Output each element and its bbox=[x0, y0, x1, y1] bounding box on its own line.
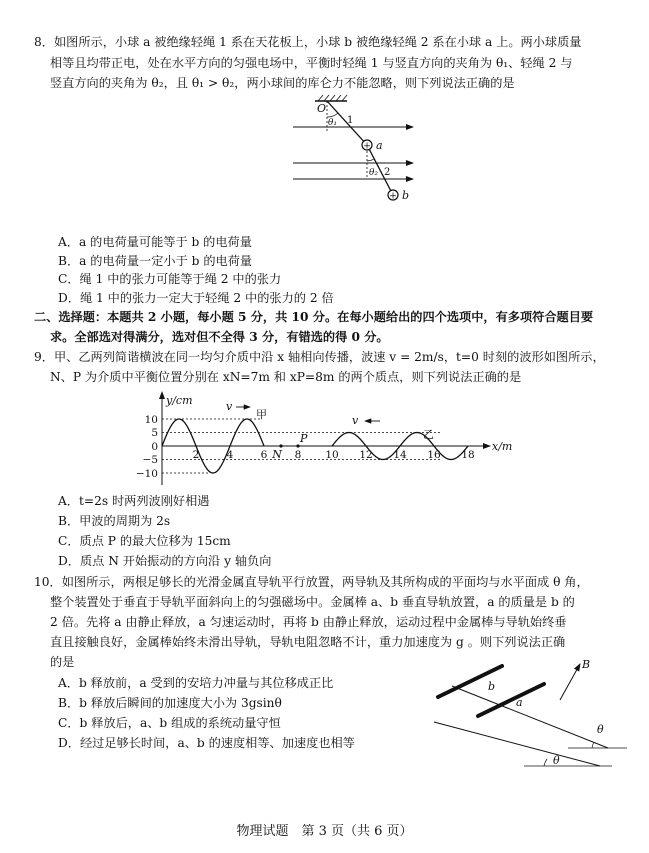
label-theta-upper: θ bbox=[597, 723, 604, 736]
label-b: b bbox=[402, 189, 410, 202]
q9-option-c: C．质点 P 的最大位移为 15cm bbox=[58, 534, 231, 548]
q8-line-2: 相等且均带正电，处在水平方向的匀强电场中，平衡时轻绳 1 与竖直方向的夹角为 θ₁、轻绳 2 与 bbox=[50, 56, 573, 70]
q8-option-c: C．绳 1 中的张力可能等于绳 2 中的张力 bbox=[58, 272, 282, 286]
label-rope-1: 1 bbox=[347, 115, 354, 126]
x-tick-8: 8 bbox=[294, 449, 302, 461]
x-tick-14: 14 bbox=[393, 449, 407, 461]
label-v-yi: v bbox=[352, 414, 359, 427]
section2-line-1: 二、选择题：本题共 2 小题，每小题 5 分，共 10 分。在每小题给出的四个选项中，有多项符合题目要 bbox=[34, 310, 594, 324]
q10-line-4: 直且接触良好，金属棒始终未滑出导轨，导轨电阻忽略不计，重力加速度为 g 。则下列说法正确 bbox=[50, 635, 566, 649]
x-tick-10: 10 bbox=[325, 449, 339, 461]
y-tick-5: 5 bbox=[151, 427, 158, 439]
q9-option-a: A．t=2s 时两列波刚好相遇 bbox=[58, 494, 210, 508]
q9-wave-chart bbox=[135, 390, 520, 490]
label-theta1: θ₁ bbox=[328, 118, 338, 128]
q9-option-b: B．甲波的周期为 2s bbox=[58, 514, 171, 528]
label-B: B bbox=[582, 658, 591, 671]
x-tick-2: 2 bbox=[192, 449, 200, 461]
q8-option-a: A．a 的电荷量可能等于 b 的电荷量 bbox=[58, 235, 252, 249]
q10-option-d: D．经过足够长时间，a、b 的速度相等、加速度也相等 bbox=[58, 736, 355, 750]
y-tick-0: 0 bbox=[151, 441, 158, 453]
rail-top bbox=[452, 686, 608, 748]
x-tick-4: 4 bbox=[226, 449, 234, 461]
y-tick-neg5: −5 bbox=[142, 454, 158, 466]
q8-option-b: B．a 的电荷量一定小于 b 的电荷量 bbox=[58, 254, 253, 268]
label-jia: 甲 bbox=[256, 408, 267, 421]
label-theta-lower: θ bbox=[553, 754, 560, 767]
x-tick-16: 16 bbox=[427, 449, 441, 461]
label-b-bar: b bbox=[488, 680, 496, 693]
q10-line-3: 2 倍。先将 a 由静止释放，a 匀速运动时，再将 b 由静止释放，运动过程中金属棒与导轨始终垂 bbox=[50, 615, 567, 629]
q8-option-d: D．绳 1 中的张力一定大于轻绳 2 中的张力的 2 倍 bbox=[58, 291, 334, 305]
q10-option-b: B．b 释放后瞬间的加速度大小为 3gsinθ bbox=[58, 696, 282, 710]
b-field-arrow bbox=[560, 664, 580, 700]
section2-line-2: 求。全部选对得满分，选对但不全得 3 分，有错选的得 0 分。 bbox=[50, 330, 389, 344]
label-N: N bbox=[272, 448, 282, 461]
q9-line-2: N、P 为介质中平衡位置分别在 xN=7m 和 xP=8m 的两个质点，则下列说法正确的是 bbox=[50, 370, 522, 384]
y-tick-neg10: −10 bbox=[135, 468, 158, 480]
ball-a-charge: + bbox=[363, 141, 371, 152]
x-tick-18: 18 bbox=[461, 449, 475, 461]
y-axis-label: y/cm bbox=[166, 394, 193, 407]
label-P: P bbox=[300, 432, 308, 445]
q8-figure bbox=[285, 95, 425, 220]
q10-line-2: 整个装置处于垂直于导轨平面斜向上的匀强磁场中。金属棒 a、b 垂直导轨放置，a 的质量是 b 的 bbox=[50, 595, 575, 609]
q10-option-c: C．b 释放后，a、b 组成的系统动量守恒 bbox=[58, 716, 281, 730]
q9-line-1: 9．甲、乙两列简谐横波在同一均匀介质中沿 x 轴相向传播，波速 v = 2m/s，t=0 时刻的波形如图所示， bbox=[34, 350, 605, 364]
q10-option-a: A．b 释放前，a 受到的安培力冲量与其位移成正比 bbox=[58, 676, 334, 690]
q10-figure bbox=[432, 652, 632, 777]
label-v-jia: v bbox=[226, 400, 233, 413]
label-a: a bbox=[376, 139, 383, 152]
label-o: O bbox=[317, 102, 327, 115]
x-axis-label: x/m bbox=[492, 440, 513, 453]
q10-line-1: 10．如图所示，两根足够长的光滑金属直导轨平行放置，两导轨及其所构成的平面均与水平面成 θ 角， bbox=[34, 575, 589, 589]
q9-option-d: D．质点 N 开始振动的方向沿 y 轴负向 bbox=[58, 554, 272, 568]
rail-bottom bbox=[434, 722, 600, 766]
ball-b-charge: + bbox=[389, 191, 397, 202]
x-tick-12: 12 bbox=[359, 449, 373, 461]
y-tick-10: 10 bbox=[144, 414, 158, 426]
q8-line-1: 8．如图所示，小球 a 被绝缘轻绳 1 系在天花板上，小球 b 被绝缘轻绳 2 系在小球 a 上。两小球质量 bbox=[34, 35, 582, 49]
label-a-bar: a bbox=[516, 696, 523, 709]
page-footer: 物理试题 第 3 页（共 6 页） bbox=[236, 824, 413, 839]
q8-line-3: 竖直方向的夹角为 θ₂，且 θ₁ > θ₂，两小球间的库仑力不能忽略，则下列说法正确的是 bbox=[50, 76, 515, 90]
label-yi: 乙 bbox=[423, 428, 434, 441]
label-rope-2: 2 bbox=[384, 167, 391, 178]
q10-line-5: 的是 bbox=[50, 655, 75, 669]
label-theta2: θ₂ bbox=[369, 168, 379, 178]
x-tick-6: 6 bbox=[260, 449, 268, 461]
